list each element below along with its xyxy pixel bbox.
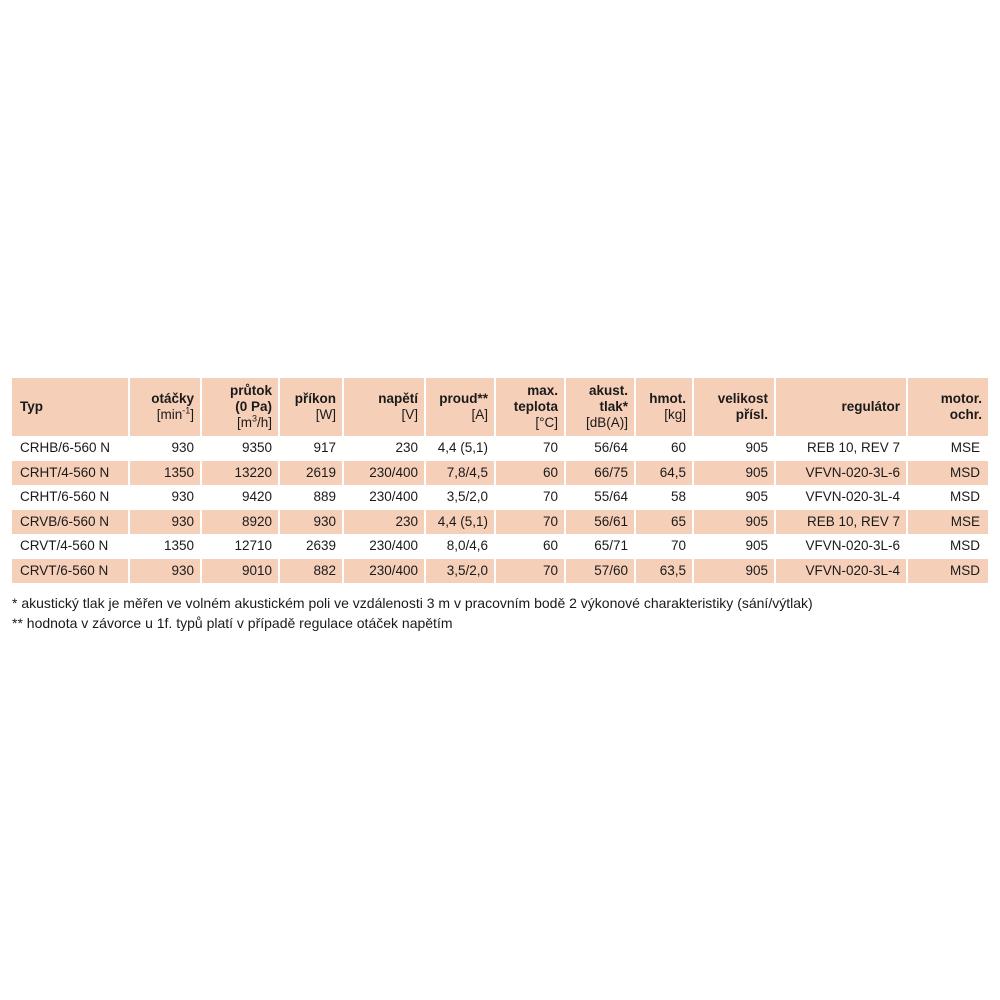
column-header-label: regulátor [841,399,900,414]
table-cell: 70 [496,510,566,535]
table-cell: VFVN-020-3L-4 [776,559,908,584]
table-cell: 70 [636,534,694,559]
column-header-label: velikost [717,391,768,406]
table-cell: 55/64 [566,485,636,510]
column-header-label: ochr. [949,407,982,422]
table-row [12,534,988,559]
table-cell: MSD [908,461,988,486]
table-cell: 9350 [202,436,280,461]
table-cell: 917 [280,436,344,461]
table-cell: REB 10, REV 7 [776,436,908,461]
table-cell: 930 [130,485,202,510]
table-cell: 230/400 [344,485,426,510]
column-header-label: hmot. [649,391,686,406]
table-row [12,461,988,486]
column-header-label: teplota [513,399,558,414]
column-header [694,378,776,436]
column-header-label: otáčky [151,391,194,406]
table-cell: MSE [908,510,988,535]
column-header-label: proud** [439,391,488,406]
table-cell: CRHT/4-560 N [12,461,130,486]
table-cell: 230/400 [344,559,426,584]
footnote-current-bracket: ** hodnota v závorce u 1f. typů platí v případě regulace otáček napětím [12,615,453,631]
table-cell: CRHT/6-560 N [12,485,130,510]
table-cell: REB 10, REV 7 [776,510,908,535]
table-row [12,510,988,535]
column-header [636,378,694,436]
table-cell: 4,4 (5,1) [426,436,496,461]
column-header-unit: [°C] [535,415,558,430]
table-cell: 230 [344,510,426,535]
column-header [566,378,636,436]
table-cell: 905 [694,461,776,486]
table-cell: 58 [636,485,694,510]
table-cell: CRVT/6-560 N [12,559,130,584]
table-cell: 905 [694,485,776,510]
table-cell: 57/60 [566,559,636,584]
table-cell: 4,4 (5,1) [426,510,496,535]
column-header-label: tlak* [599,399,628,414]
footnote-acoustic-pressure: * akustický tlak je měřen ve volném akustickém poli ve vzdálenosti 3 m v pracovním bodě 2 výkonové charakteristiky (sání/výtlak) [12,595,813,611]
table-cell: VFVN-020-3L-4 [776,485,908,510]
table-cell: 905 [694,510,776,535]
table-cell: 70 [496,436,566,461]
column-header-label: příkon [294,391,336,406]
table-cell: 9420 [202,485,280,510]
column-header [202,378,280,436]
table-body [12,436,988,583]
table-cell: 2619 [280,461,344,486]
column-header-unit: [A] [471,407,488,422]
table-cell: 65 [636,510,694,535]
column-header [426,378,496,436]
table-cell: 7,8/4,5 [426,461,496,486]
table-cell: 64,5 [636,461,694,486]
column-header-label: napětí [378,391,418,406]
table-cell: 2639 [280,534,344,559]
table-cell: 3,5/2,0 [426,559,496,584]
table-cell: 60 [496,461,566,486]
column-header [130,378,202,436]
table-cell: MSD [908,559,988,584]
column-header-unit: $[\min^{-1}]$ [156,405,194,422]
column-header [496,378,566,436]
table-cell: 70 [496,485,566,510]
table-cell: 230/400 [344,534,426,559]
table-cell: 60 [636,436,694,461]
table-cell: 66/75 [566,461,636,486]
table-cell: 8920 [202,510,280,535]
table-cell: CRVB/6-560 N [12,510,130,535]
table-cell: VFVN-020-3L-6 [776,461,908,486]
table-cell: 12710 [202,534,280,559]
table-cell: 70 [496,559,566,584]
table-cell: CRVT/4-560 N [12,534,130,559]
column-header [344,378,426,436]
table-cell: 905 [694,559,776,584]
column-header [908,378,988,436]
footnotes [12,593,813,633]
table-cell: 930 [130,436,202,461]
table-cell: 230 [344,436,426,461]
table-cell: 1350 [130,461,202,486]
column-header-unit: $[m^3/h]$ [236,413,272,430]
column-header-unit: [dB(A)] [585,415,628,430]
table-row [12,436,988,461]
table-cell: 889 [280,485,344,510]
table-cell: 3,5/2,0 [426,485,496,510]
table-cell: 930 [280,510,344,535]
table-cell: 8,0/4,6 [426,534,496,559]
column-header-unit: [kg] [664,407,686,422]
table-cell: 65/71 [566,534,636,559]
table-cell: MSD [908,485,988,510]
column-header-label: průtok [230,383,272,398]
column-header-label: motor. [940,391,982,406]
table-cell: 56/64 [566,436,636,461]
column-header-unit: [V] [401,407,418,422]
table-cell: 930 [130,510,202,535]
table-cell: VFVN-020-3L-6 [776,534,908,559]
table-cell: 905 [694,436,776,461]
table-cell: 230/400 [344,461,426,486]
fan-spec-table [12,378,988,583]
column-header [12,378,130,436]
column-header-label: Typ [20,399,43,414]
table-cell: 9010 [202,559,280,584]
table-cell: MSE [908,436,988,461]
table-cell: 882 [280,559,344,584]
table-cell: 1350 [130,534,202,559]
table-cell: 905 [694,534,776,559]
table-cell: 60 [496,534,566,559]
table-cell: MSD [908,534,988,559]
column-header [776,378,908,436]
column-header-label: přísl. [735,407,768,422]
table-cell: 56/61 [566,510,636,535]
table-cell: 63,5 [636,559,694,584]
table-row [12,559,988,584]
table-row [12,485,988,510]
column-header-label: (0 Pa) [235,399,272,414]
column-header-label: akust. [588,383,628,398]
table-header-row [12,378,988,436]
table-cell: 13220 [202,461,280,486]
column-header [280,378,344,436]
column-header-unit: [W] [315,407,336,422]
table-cell: 930 [130,559,202,584]
table-cell: CRHB/6-560 N [12,436,130,461]
column-header-label: max. [527,383,558,398]
